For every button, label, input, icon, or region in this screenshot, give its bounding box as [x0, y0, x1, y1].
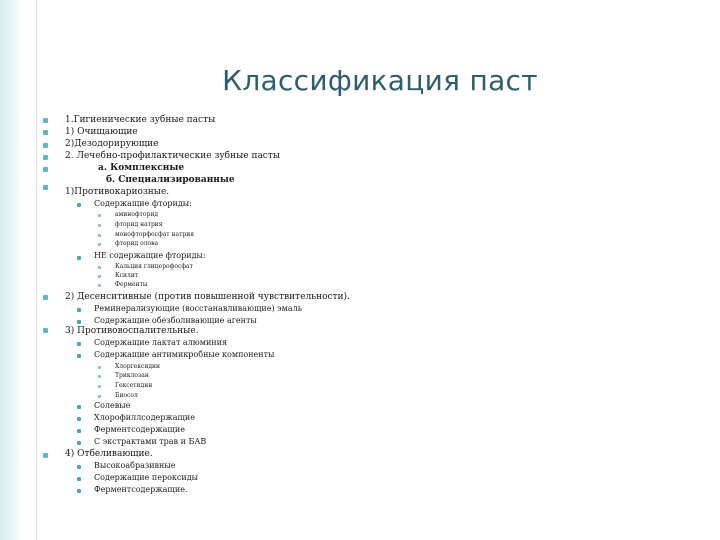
list-item: Высокоабразивные: [94, 461, 176, 470]
bullet-icon: [98, 214, 101, 217]
list-item: Содержащие лактат алюминия: [94, 338, 227, 347]
list-item: Триклозан: [115, 372, 149, 379]
bullet-icon: [43, 118, 48, 123]
list-item: Хлорофиллсодержащие: [94, 413, 195, 422]
list-item: 1) Очищающие: [65, 127, 138, 137]
list-item: монофторфосфат натрия: [115, 231, 195, 238]
list-item: Ферментсодержащие.: [94, 485, 188, 494]
bullet-icon: [77, 477, 81, 481]
list-item: Содержащие пероксиды: [94, 473, 199, 482]
list-item: Ксилит: [115, 272, 139, 279]
bullet-icon: [77, 465, 81, 469]
bullet-icon: [43, 328, 48, 333]
bullet-icon: [77, 441, 81, 445]
bullet-icon: [77, 320, 81, 324]
list-item: а. Комплексные: [98, 163, 185, 173]
list-item: фторид натрия: [115, 221, 163, 228]
list-item: фторид олова: [115, 240, 159, 247]
bullet-icon: [77, 489, 81, 493]
bullet-icon: [77, 405, 81, 409]
bullet-icon: [43, 130, 48, 135]
bullet-icon: [98, 224, 101, 227]
list-item: Кальция глицерофосфат: [115, 263, 193, 270]
list-item: б. Специализированные: [106, 175, 235, 185]
bullet-icon: [43, 167, 48, 172]
slide-title: Классификация паст: [222, 64, 538, 97]
bullet-icon: [98, 284, 101, 287]
list-item: С экстрактами трав и БАВ: [94, 437, 207, 446]
bullet-icon: [77, 256, 81, 260]
bullet-icon: [43, 155, 48, 160]
list-item: Хлоргексидин: [115, 363, 161, 370]
list-item: 1.Гигиенические зубные пасты: [65, 115, 216, 125]
list-item: аминофторид: [115, 211, 159, 218]
bullet-icon: [98, 243, 101, 246]
bullet-icon: [98, 375, 101, 378]
list-item: 2) Десенситивные (против повышенной чувствительности).: [65, 292, 350, 302]
bullet-icon: [77, 308, 81, 312]
bullet-icon: [98, 234, 101, 237]
list-item: Ферменты: [115, 281, 148, 288]
bullet-icon: [43, 453, 48, 458]
list-item: Содержащие обезболивающие агенты: [94, 316, 257, 325]
list-item: 4) Отбеливающие.: [65, 449, 153, 459]
bullet-icon: [98, 275, 101, 278]
list-item: Ферментсодержащие: [94, 425, 185, 434]
bullet-icon: [77, 203, 81, 207]
list-item: 2. Лечебно-профилактические зубные пасты: [65, 151, 280, 161]
list-item: Гексетидин: [115, 382, 153, 389]
bullet-icon: [98, 395, 101, 398]
bullet-icon: [77, 342, 81, 346]
list-item: НЕ содержащие фториды:: [94, 251, 206, 260]
bullet-icon: [98, 366, 101, 369]
bullet-icon: [43, 185, 48, 190]
list-item: Содержащие фториды:: [94, 199, 192, 208]
bullet-icon: [77, 354, 81, 358]
bullet-icon: [77, 429, 81, 433]
list-item: Реминерализующие (восстанавливающие) эмаль: [94, 304, 303, 313]
bullet-icon: [77, 417, 81, 421]
list-item: Содержащие антимикробные компоненты: [94, 350, 275, 359]
list-item: Солевые: [94, 401, 131, 410]
bullet-icon: [43, 143, 48, 148]
bullet-icon: [43, 295, 48, 300]
list-item: 2)Дезодорирующие: [65, 139, 159, 149]
bullet-icon: [98, 385, 101, 388]
list-item: 3) Противовоспалительные.: [65, 326, 199, 336]
bullet-icon: [98, 266, 101, 269]
list-item: 1)Противокариозные.: [65, 187, 170, 197]
list-item: Биосол: [115, 392, 138, 399]
